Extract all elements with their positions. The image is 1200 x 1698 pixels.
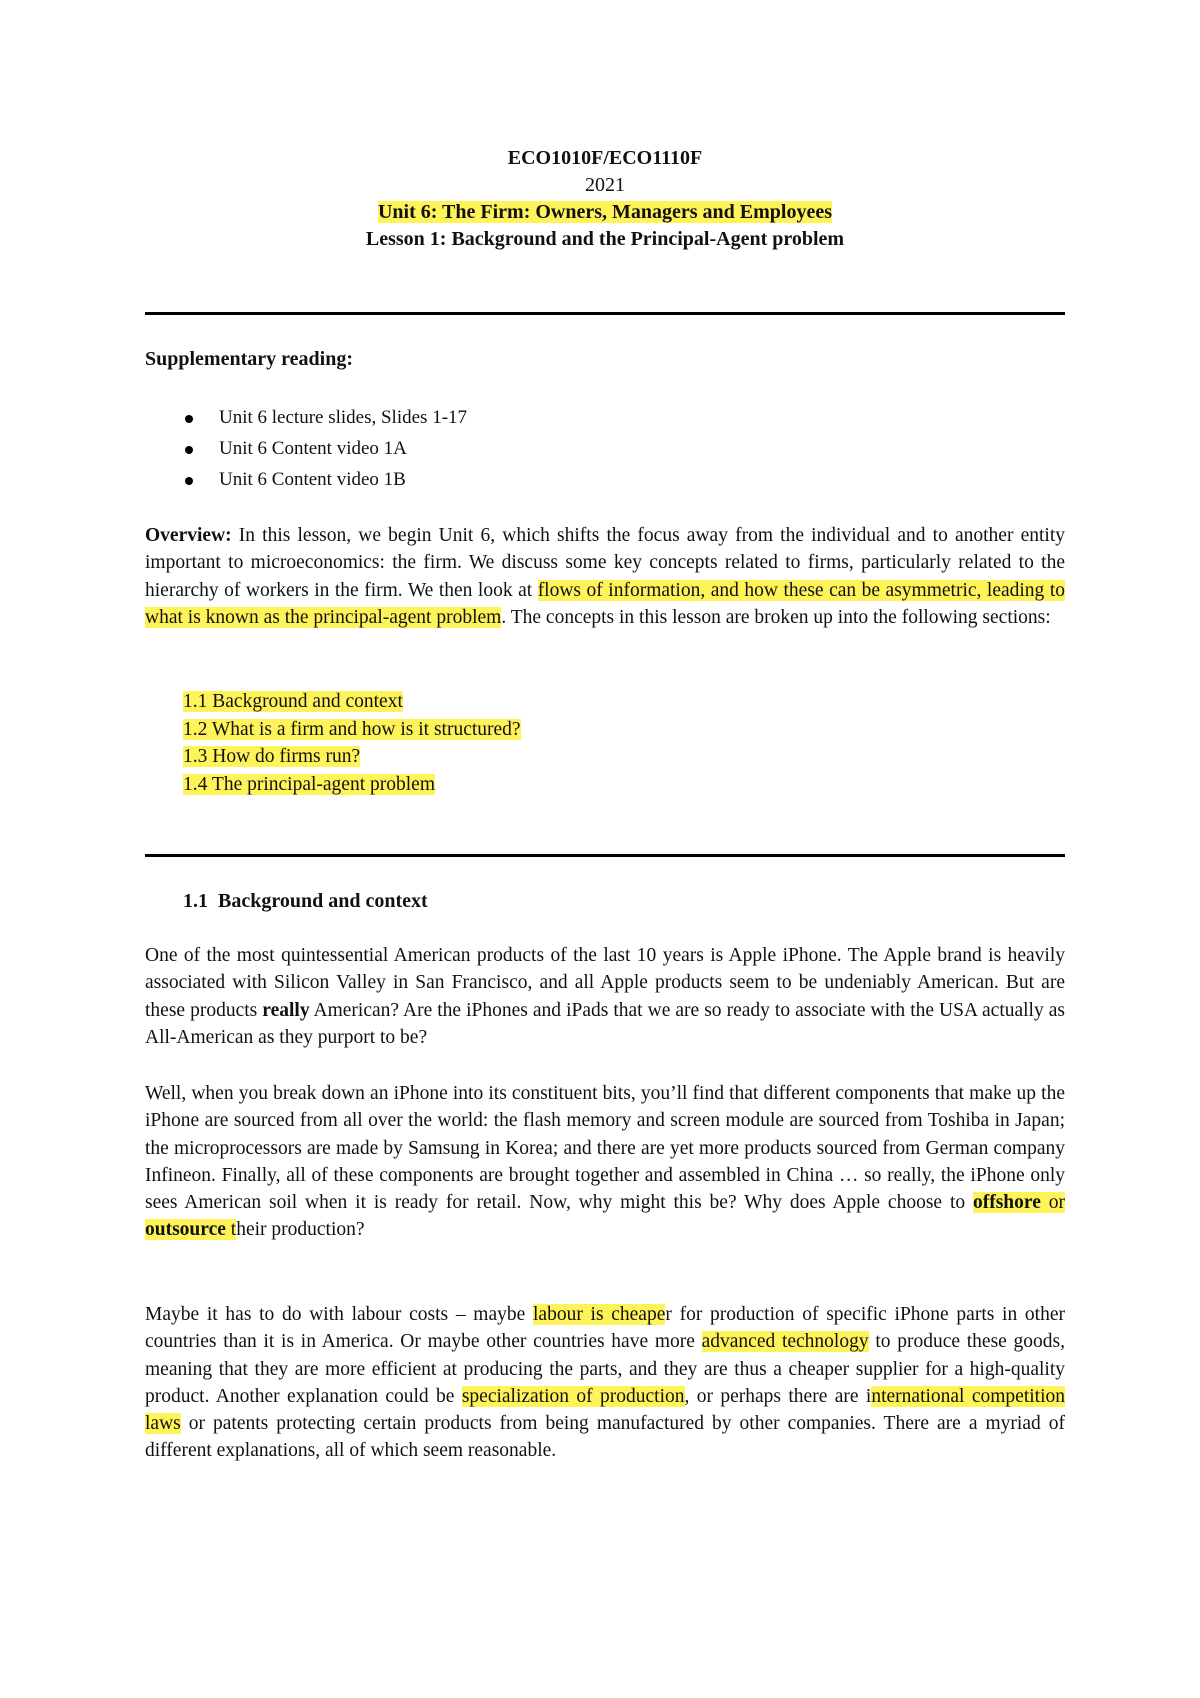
bold-text: really	[262, 999, 310, 1021]
bullet-icon	[185, 477, 193, 485]
section-list-item: 1.2 What is a firm and how is it structured?	[183, 718, 521, 740]
bold-text: outsource	[145, 1219, 226, 1241]
overview-label: Overview:	[145, 525, 232, 546]
supplementary-reading-title: Supplementary reading:	[145, 348, 353, 370]
unit-title: Unit 6: The Firm: Owners, Managers and Employees	[377, 201, 833, 223]
section-list	[183, 688, 521, 798]
body-paragraph-3: Maybe it has to do with labour costs – maybe labour is cheaper for production of specific iPhone parts in other countries than it is in America. Or maybe other countries have more advanced technology to produce these goods, meaning that they are more efficient at producing the parts, and they are thus a cheaper supplier for a high-quality product. Another explanation could be specialization of production, or perhaps there are international competition laws or patents protecting certain products from being manufactured by other companies. There are a myriad of different explanations, all of which seem reasonable.	[145, 1304, 1065, 1462]
supplementary-reading-list	[145, 402, 467, 495]
document-header	[145, 145, 1065, 253]
list-item: Unit 6 Content video 1A	[145, 433, 467, 464]
body-paragraph-2: Well, when you break down an iPhone into its constituent bits, you’ll find that different components that make up the iPhone are sourced from all over the world: the flash memory and screen module are sourced from Toshiba in Japan; the microprocessors are made by Samsung in Korea; and there are yet more products sourced from German company Infineon. Finally, all of these components are brought together and assembled in China … so really, the iPhone only sees American soil when it is ready for retail. Now, why might this be? Why does Apple choose to offshore or outsource their production?	[145, 1083, 1065, 1241]
section-heading: 1.1 Background and context	[183, 890, 428, 912]
section-list-item: 1.1 Background and context	[183, 691, 403, 712]
course-year: 2021	[585, 174, 625, 196]
highlighted-text: specialization of production	[461, 1385, 685, 1407]
course-code: ECO1010F/ECO1110F	[507, 147, 703, 169]
divider-top	[145, 312, 1065, 315]
section-list-item: 1.3 How do firms run?	[183, 746, 361, 767]
body-paragraph-1: One of the most quintessential American products of the last 10 years is Apple iPhone. The Apple brand is heavily associated with Silicon Valley in San Francisco, and all Apple products seem to be undeniably American. But are these products really American? Are the iPhones and iPads that we are so ready to associate with the USA actually as All-American as they purport to be?	[145, 945, 1065, 1048]
highlighted-text: nternational competition laws	[145, 1385, 1065, 1435]
bullet-icon	[185, 446, 193, 454]
bold-text: offshore	[972, 1192, 1041, 1214]
highlighted-text: labour is cheape	[533, 1304, 666, 1325]
section-list-item: 1.4 The principal-agent problem	[183, 773, 435, 795]
highlighted-text: advanced technology	[701, 1331, 869, 1353]
overview-paragraph: Overview: In this lesson, we begin Unit 6, which shifts the focus away from the individual and to another entity important to microeconomics: the firm. We discuss some key concepts related to firms, particularly related to the hierarchy of workers in the firm. We then look at flows of information, and how these can be asymmetric, leading to what is known as the principal-agent problem. The concepts in this lesson are broken up into the following sections:	[145, 525, 1065, 628]
document-page	[145, 0, 1065, 1698]
list-item: Unit 6 Content video 1B	[145, 464, 467, 495]
highlighted-text: flows of information, and how these can be asymmetric, leading to what is known as the principal-agent problem	[145, 579, 1065, 628]
list-item: Unit 6 lecture slides, Slides 1-17	[145, 402, 467, 433]
lesson-title: Lesson 1: Background and the Principal-Agent problem	[365, 228, 845, 250]
divider-middle	[145, 854, 1065, 857]
bullet-icon	[185, 415, 193, 423]
